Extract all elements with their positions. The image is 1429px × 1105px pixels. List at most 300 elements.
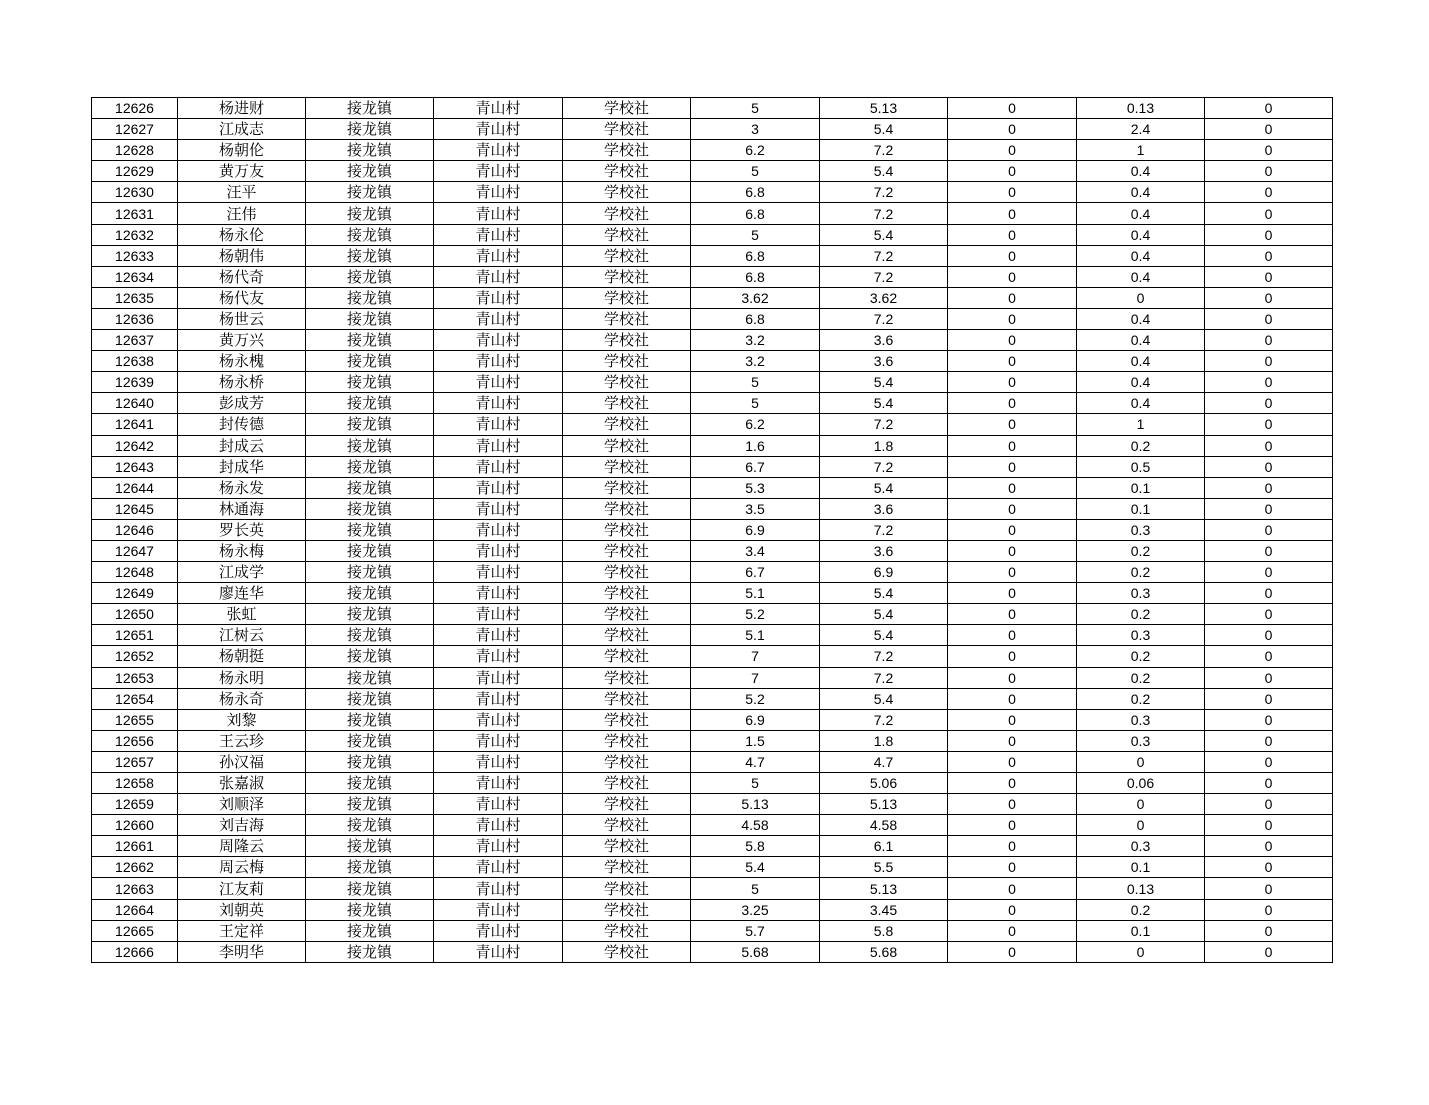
cell-village: 青山村 (434, 456, 563, 477)
cell-name: 杨永明 (178, 667, 306, 688)
cell-value-1: 5.1 (691, 583, 820, 604)
cell-name: 封成华 (178, 456, 306, 477)
cell-town: 接龙镇 (306, 245, 434, 266)
cell-value-3: 0 (948, 414, 1077, 435)
cell-value-2: 5.06 (820, 773, 948, 794)
cell-name: 孙汉福 (178, 751, 306, 772)
cell-value-4: 0.2 (1077, 604, 1205, 625)
cell-value-1: 6.8 (691, 182, 820, 203)
cell-value-5: 0 (1205, 498, 1333, 519)
cell-name: 林通海 (178, 498, 306, 519)
cell-value-4: 0.3 (1077, 709, 1205, 730)
cell-value-5: 0 (1205, 414, 1333, 435)
cell-village: 青山村 (434, 414, 563, 435)
cell-value-3: 0 (948, 562, 1077, 583)
table-row (92, 583, 1333, 604)
cell-value-1: 6.8 (691, 266, 820, 287)
cell-value-4: 1 (1077, 140, 1205, 161)
cell-id: 12637 (92, 330, 178, 351)
cell-value-5: 0 (1205, 119, 1333, 140)
cell-village: 青山村 (434, 98, 563, 119)
cell-name: 刘吉海 (178, 815, 306, 836)
cell-value-2: 5.4 (820, 372, 948, 393)
cell-value-2: 7.2 (820, 456, 948, 477)
cell-value-1: 5.13 (691, 794, 820, 815)
table-row (92, 287, 1333, 308)
cell-value-5: 0 (1205, 751, 1333, 772)
cell-value-3: 0 (948, 372, 1077, 393)
table-row (92, 393, 1333, 414)
cell-group: 学校社 (563, 941, 691, 962)
cell-value-1: 4.58 (691, 815, 820, 836)
cell-value-2: 5.5 (820, 857, 948, 878)
cell-value-4: 0.4 (1077, 224, 1205, 245)
cell-value-4: 0.3 (1077, 519, 1205, 540)
table-row (92, 751, 1333, 772)
cell-value-2: 5.4 (820, 583, 948, 604)
table-row (92, 203, 1333, 224)
cell-value-3: 0 (948, 604, 1077, 625)
cell-value-5: 0 (1205, 308, 1333, 329)
cell-name: 杨朝伟 (178, 245, 306, 266)
cell-value-4: 0.4 (1077, 245, 1205, 266)
cell-village: 青山村 (434, 519, 563, 540)
cell-value-3: 0 (948, 119, 1077, 140)
cell-town: 接龙镇 (306, 414, 434, 435)
cell-group: 学校社 (563, 393, 691, 414)
cell-value-3: 0 (948, 667, 1077, 688)
cell-value-4: 0.3 (1077, 836, 1205, 857)
cell-town: 接龙镇 (306, 773, 434, 794)
cell-group: 学校社 (563, 604, 691, 625)
cell-value-1: 6.9 (691, 519, 820, 540)
cell-value-1: 5.4 (691, 857, 820, 878)
cell-town: 接龙镇 (306, 562, 434, 583)
cell-village: 青山村 (434, 920, 563, 941)
cell-id: 12664 (92, 899, 178, 920)
cell-group: 学校社 (563, 625, 691, 646)
cell-value-5: 0 (1205, 161, 1333, 182)
cell-value-2: 7.2 (820, 203, 948, 224)
cell-town: 接龙镇 (306, 899, 434, 920)
cell-value-4: 0.4 (1077, 393, 1205, 414)
cell-value-1: 3 (691, 119, 820, 140)
cell-group: 学校社 (563, 182, 691, 203)
cell-town: 接龙镇 (306, 266, 434, 287)
cell-name: 江友莉 (178, 878, 306, 899)
cell-value-5: 0 (1205, 224, 1333, 245)
cell-value-1: 5 (691, 393, 820, 414)
cell-id: 12656 (92, 730, 178, 751)
cell-town: 接龙镇 (306, 351, 434, 372)
cell-village: 青山村 (434, 435, 563, 456)
cell-town: 接龙镇 (306, 98, 434, 119)
cell-name: 周隆云 (178, 836, 306, 857)
cell-id: 12640 (92, 393, 178, 414)
cell-name: 汪伟 (178, 203, 306, 224)
cell-id: 12641 (92, 414, 178, 435)
cell-town: 接龙镇 (306, 709, 434, 730)
table-row (92, 308, 1333, 329)
cell-value-4: 0.1 (1077, 477, 1205, 498)
cell-value-4: 0.4 (1077, 372, 1205, 393)
cell-value-1: 6.9 (691, 709, 820, 730)
cell-value-4: 0.1 (1077, 857, 1205, 878)
cell-value-2: 5.4 (820, 625, 948, 646)
cell-value-5: 0 (1205, 393, 1333, 414)
cell-town: 接龙镇 (306, 456, 434, 477)
table-row (92, 140, 1333, 161)
cell-value-5: 0 (1205, 351, 1333, 372)
cell-value-5: 0 (1205, 266, 1333, 287)
cell-id: 12660 (92, 815, 178, 836)
cell-group: 学校社 (563, 899, 691, 920)
cell-town: 接龙镇 (306, 203, 434, 224)
cell-value-4: 0.4 (1077, 351, 1205, 372)
cell-value-2: 3.6 (820, 540, 948, 561)
cell-village: 青山村 (434, 899, 563, 920)
table-row (92, 224, 1333, 245)
cell-village: 青山村 (434, 836, 563, 857)
cell-value-5: 0 (1205, 583, 1333, 604)
cell-value-3: 0 (948, 646, 1077, 667)
cell-name: 杨进财 (178, 98, 306, 119)
cell-value-4: 0.3 (1077, 625, 1205, 646)
cell-id: 12638 (92, 351, 178, 372)
table-row (92, 730, 1333, 751)
cell-name: 周云梅 (178, 857, 306, 878)
cell-name: 封传德 (178, 414, 306, 435)
cell-value-2: 7.2 (820, 414, 948, 435)
cell-village: 青山村 (434, 140, 563, 161)
cell-town: 接龙镇 (306, 182, 434, 203)
cell-value-4: 0.06 (1077, 773, 1205, 794)
cell-value-4: 0.13 (1077, 878, 1205, 899)
cell-group: 学校社 (563, 688, 691, 709)
cell-village: 青山村 (434, 878, 563, 899)
cell-value-5: 0 (1205, 203, 1333, 224)
cell-name: 杨代奇 (178, 266, 306, 287)
cell-group: 学校社 (563, 498, 691, 519)
cell-id: 12662 (92, 857, 178, 878)
cell-value-3: 0 (948, 730, 1077, 751)
cell-value-3: 0 (948, 583, 1077, 604)
table-row (92, 519, 1333, 540)
cell-group: 学校社 (563, 836, 691, 857)
cell-value-3: 0 (948, 519, 1077, 540)
cell-name: 刘朝英 (178, 899, 306, 920)
cell-value-3: 0 (948, 393, 1077, 414)
cell-name: 张虹 (178, 604, 306, 625)
cell-name: 杨朝伦 (178, 140, 306, 161)
table-row (92, 477, 1333, 498)
cell-id: 12631 (92, 203, 178, 224)
cell-value-1: 5 (691, 98, 820, 119)
cell-value-2: 5.13 (820, 794, 948, 815)
cell-value-2: 4.58 (820, 815, 948, 836)
cell-name: 杨永伦 (178, 224, 306, 245)
cell-id: 12658 (92, 773, 178, 794)
cell-value-3: 0 (948, 308, 1077, 329)
table-row (92, 119, 1333, 140)
cell-value-1: 5.2 (691, 688, 820, 709)
cell-id: 12653 (92, 667, 178, 688)
cell-id: 12655 (92, 709, 178, 730)
cell-village: 青山村 (434, 625, 563, 646)
cell-name: 江成学 (178, 562, 306, 583)
cell-name: 彭成芳 (178, 393, 306, 414)
cell-value-4: 0.2 (1077, 667, 1205, 688)
cell-town: 接龙镇 (306, 287, 434, 308)
cell-town: 接龙镇 (306, 308, 434, 329)
cell-value-2: 1.8 (820, 730, 948, 751)
cell-value-4: 0.3 (1077, 583, 1205, 604)
cell-value-2: 5.4 (820, 477, 948, 498)
cell-name: 李明华 (178, 941, 306, 962)
table-body (92, 98, 1333, 963)
cell-value-3: 0 (948, 330, 1077, 351)
cell-value-2: 7.2 (820, 667, 948, 688)
cell-value-5: 0 (1205, 667, 1333, 688)
cell-value-1: 5.3 (691, 477, 820, 498)
table-row (92, 709, 1333, 730)
cell-value-3: 0 (948, 857, 1077, 878)
cell-value-1: 5.1 (691, 625, 820, 646)
cell-value-4: 0.2 (1077, 688, 1205, 709)
table-row (92, 920, 1333, 941)
cell-value-5: 0 (1205, 182, 1333, 203)
cell-value-1: 7 (691, 646, 820, 667)
cell-value-1: 6.7 (691, 562, 820, 583)
cell-value-5: 0 (1205, 688, 1333, 709)
cell-value-1: 3.5 (691, 498, 820, 519)
cell-group: 学校社 (563, 456, 691, 477)
cell-value-4: 0 (1077, 941, 1205, 962)
cell-value-4: 0.4 (1077, 203, 1205, 224)
cell-value-3: 0 (948, 815, 1077, 836)
cell-value-2: 5.13 (820, 878, 948, 899)
cell-value-3: 0 (948, 688, 1077, 709)
table-row (92, 667, 1333, 688)
cell-value-2: 7.2 (820, 308, 948, 329)
cell-id: 12632 (92, 224, 178, 245)
cell-value-4: 0.2 (1077, 435, 1205, 456)
cell-value-3: 0 (948, 98, 1077, 119)
cell-name: 廖连华 (178, 583, 306, 604)
cell-value-4: 0.4 (1077, 308, 1205, 329)
cell-value-1: 3.2 (691, 351, 820, 372)
cell-value-3: 0 (948, 709, 1077, 730)
table-row (92, 540, 1333, 561)
table-row (92, 372, 1333, 393)
cell-group: 学校社 (563, 794, 691, 815)
cell-value-3: 0 (948, 456, 1077, 477)
cell-value-5: 0 (1205, 794, 1333, 815)
cell-id: 12630 (92, 182, 178, 203)
cell-value-4: 1 (1077, 414, 1205, 435)
cell-village: 青山村 (434, 583, 563, 604)
cell-village: 青山村 (434, 498, 563, 519)
cell-town: 接龙镇 (306, 224, 434, 245)
cell-village: 青山村 (434, 330, 563, 351)
cell-town: 接龙镇 (306, 688, 434, 709)
table-row (92, 562, 1333, 583)
cell-town: 接龙镇 (306, 393, 434, 414)
cell-village: 青山村 (434, 667, 563, 688)
cell-value-3: 0 (948, 920, 1077, 941)
cell-name: 杨永发 (178, 477, 306, 498)
cell-group: 学校社 (563, 161, 691, 182)
cell-value-3: 0 (948, 941, 1077, 962)
cell-town: 接龙镇 (306, 119, 434, 140)
cell-value-2: 5.4 (820, 688, 948, 709)
cell-group: 学校社 (563, 815, 691, 836)
table-row (92, 435, 1333, 456)
cell-value-4: 0.2 (1077, 562, 1205, 583)
cell-id: 12646 (92, 519, 178, 540)
cell-value-5: 0 (1205, 730, 1333, 751)
cell-value-1: 4.7 (691, 751, 820, 772)
cell-value-2: 5.13 (820, 98, 948, 119)
cell-value-3: 0 (948, 625, 1077, 646)
cell-value-5: 0 (1205, 519, 1333, 540)
cell-village: 青山村 (434, 562, 563, 583)
cell-town: 接龙镇 (306, 540, 434, 561)
cell-town: 接龙镇 (306, 498, 434, 519)
cell-name: 黄万兴 (178, 330, 306, 351)
cell-group: 学校社 (563, 140, 691, 161)
cell-value-1: 3.25 (691, 899, 820, 920)
cell-group: 学校社 (563, 98, 691, 119)
cell-name: 杨永梅 (178, 540, 306, 561)
cell-id: 12628 (92, 140, 178, 161)
cell-value-2: 3.45 (820, 899, 948, 920)
cell-village: 青山村 (434, 351, 563, 372)
cell-value-5: 0 (1205, 941, 1333, 962)
cell-value-5: 0 (1205, 625, 1333, 646)
cell-town: 接龙镇 (306, 878, 434, 899)
cell-value-3: 0 (948, 540, 1077, 561)
cell-group: 学校社 (563, 751, 691, 772)
cell-village: 青山村 (434, 540, 563, 561)
cell-group: 学校社 (563, 435, 691, 456)
cell-value-1: 5 (691, 224, 820, 245)
table-row (92, 857, 1333, 878)
cell-village: 青山村 (434, 224, 563, 245)
cell-id: 12635 (92, 287, 178, 308)
cell-value-2: 3.6 (820, 498, 948, 519)
cell-town: 接龙镇 (306, 941, 434, 962)
cell-name: 刘黎 (178, 709, 306, 730)
cell-group: 学校社 (563, 245, 691, 266)
cell-value-1: 5 (691, 161, 820, 182)
cell-id: 12643 (92, 456, 178, 477)
cell-value-5: 0 (1205, 920, 1333, 941)
cell-value-5: 0 (1205, 878, 1333, 899)
cell-id: 12645 (92, 498, 178, 519)
cell-value-4: 0 (1077, 287, 1205, 308)
cell-name: 罗长英 (178, 519, 306, 540)
cell-town: 接龙镇 (306, 920, 434, 941)
table-row (92, 456, 1333, 477)
cell-value-5: 0 (1205, 540, 1333, 561)
table-row (92, 625, 1333, 646)
cell-town: 接龙镇 (306, 330, 434, 351)
cell-value-1: 6.2 (691, 414, 820, 435)
cell-id: 12651 (92, 625, 178, 646)
cell-value-4: 0 (1077, 815, 1205, 836)
cell-town: 接龙镇 (306, 646, 434, 667)
cell-value-2: 7.2 (820, 140, 948, 161)
cell-village: 青山村 (434, 730, 563, 751)
cell-village: 青山村 (434, 477, 563, 498)
cell-town: 接龙镇 (306, 667, 434, 688)
cell-id: 12633 (92, 245, 178, 266)
cell-group: 学校社 (563, 540, 691, 561)
cell-value-2: 5.4 (820, 393, 948, 414)
cell-village: 青山村 (434, 203, 563, 224)
cell-value-5: 0 (1205, 815, 1333, 836)
cell-id: 12652 (92, 646, 178, 667)
cell-value-5: 0 (1205, 836, 1333, 857)
cell-value-2: 5.4 (820, 224, 948, 245)
cell-id: 12647 (92, 540, 178, 561)
cell-id: 12627 (92, 119, 178, 140)
cell-village: 青山村 (434, 372, 563, 393)
cell-group: 学校社 (563, 667, 691, 688)
cell-town: 接龙镇 (306, 583, 434, 604)
cell-value-3: 0 (948, 182, 1077, 203)
cell-value-1: 5.2 (691, 604, 820, 625)
cell-name: 王云珍 (178, 730, 306, 751)
cell-value-1: 1.5 (691, 730, 820, 751)
cell-village: 青山村 (434, 941, 563, 962)
table-row (92, 245, 1333, 266)
cell-value-3: 0 (948, 773, 1077, 794)
cell-id: 12649 (92, 583, 178, 604)
cell-value-2: 5.4 (820, 161, 948, 182)
cell-name: 王定祥 (178, 920, 306, 941)
cell-value-2: 5.8 (820, 920, 948, 941)
cell-value-1: 6.2 (691, 140, 820, 161)
cell-value-3: 0 (948, 477, 1077, 498)
cell-value-4: 0.4 (1077, 182, 1205, 203)
cell-value-1: 5 (691, 372, 820, 393)
cell-name: 杨永桥 (178, 372, 306, 393)
table-row (92, 794, 1333, 815)
cell-id: 12663 (92, 878, 178, 899)
cell-village: 青山村 (434, 393, 563, 414)
cell-value-2: 3.6 (820, 330, 948, 351)
cell-group: 学校社 (563, 330, 691, 351)
cell-town: 接龙镇 (306, 730, 434, 751)
cell-town: 接龙镇 (306, 477, 434, 498)
cell-value-1: 3.62 (691, 287, 820, 308)
cell-value-4: 0.1 (1077, 920, 1205, 941)
cell-value-5: 0 (1205, 435, 1333, 456)
cell-town: 接龙镇 (306, 815, 434, 836)
cell-value-5: 0 (1205, 709, 1333, 730)
cell-value-3: 0 (948, 498, 1077, 519)
cell-value-4: 0.4 (1077, 161, 1205, 182)
cell-id: 12650 (92, 604, 178, 625)
cell-name: 杨朝挺 (178, 646, 306, 667)
cell-id: 12639 (92, 372, 178, 393)
cell-village: 青山村 (434, 646, 563, 667)
table-row (92, 351, 1333, 372)
table-row (92, 98, 1333, 119)
cell-value-2: 7.2 (820, 182, 948, 203)
